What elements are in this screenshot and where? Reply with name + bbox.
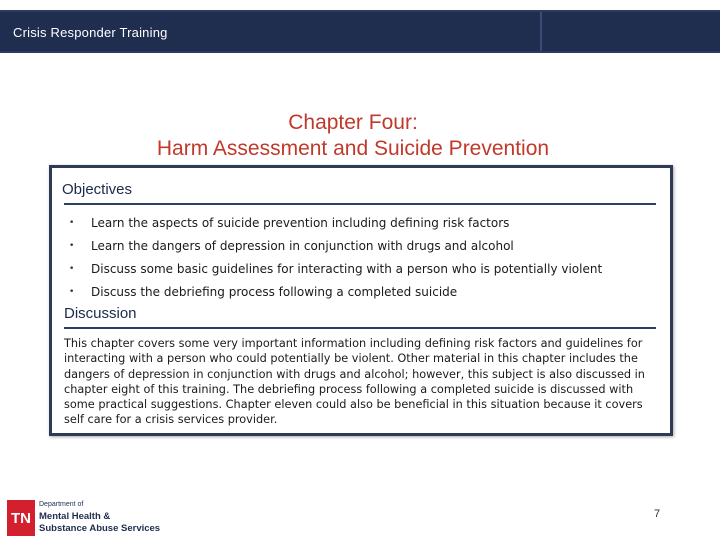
discussion-body: This chapter covers some very important information including defining risk factors and guidelines for interacting with a person who could potentially be violent. Other material in this chapter includes the dangers of depression in conjunction with drugs and alcohol; however, this subject is also discussed in chapter eight of this training. The debriefing process following a completed suicide is discussed with some practical suggestions. Chapter eleven could also be beneficial in this situation because it covers self care for a crisis services provider. — [64, 337, 645, 427]
discussion-heading: Discussion — [64, 305, 137, 322]
chapter-title-line1: Chapter Four: — [288, 111, 418, 134]
objective-item — [69, 280, 659, 303]
page-number: 7 — [654, 508, 661, 520]
logo-line3: Substance Abuse Services — [39, 523, 161, 534]
objective-text: Discuss some basic guidelines for interacting with a person who is potentially violent — [91, 261, 603, 276]
bullet-icon: • — [69, 240, 75, 251]
tn-department-logo — [7, 500, 161, 536]
tn-logo-icon: TN — [7, 500, 35, 536]
bullet-icon: • — [69, 286, 75, 297]
content-box — [49, 165, 673, 436]
header-divider — [540, 12, 542, 51]
chapter-title-line2: Harm Assessment and Suicide Prevention — [156, 137, 550, 160]
objective-text: Learn the aspects of suicide prevention including defining risk factors — [91, 215, 510, 230]
logo-line2: Mental Health & — [39, 511, 111, 522]
chapter-title — [0, 110, 706, 162]
objective-text: Learn the dangers of depression in conjunction with drugs and alcohol — [91, 238, 514, 253]
bullet-icon: • — [69, 263, 75, 274]
logo-line1: Department of — [39, 501, 84, 508]
objectives-heading: Objectives — [62, 181, 133, 198]
bullet-icon: • — [69, 217, 75, 228]
header-title: Crisis Responder Training — [13, 25, 168, 40]
header-bar — [0, 10, 720, 53]
objective-item — [69, 211, 659, 234]
objectives-list — [69, 211, 659, 303]
objective-text: Discuss the debriefing process following a completed suicide — [91, 284, 458, 299]
objectives-divider — [64, 203, 656, 205]
objective-item — [69, 257, 659, 280]
discussion-divider — [64, 327, 656, 329]
objective-item — [69, 234, 659, 257]
